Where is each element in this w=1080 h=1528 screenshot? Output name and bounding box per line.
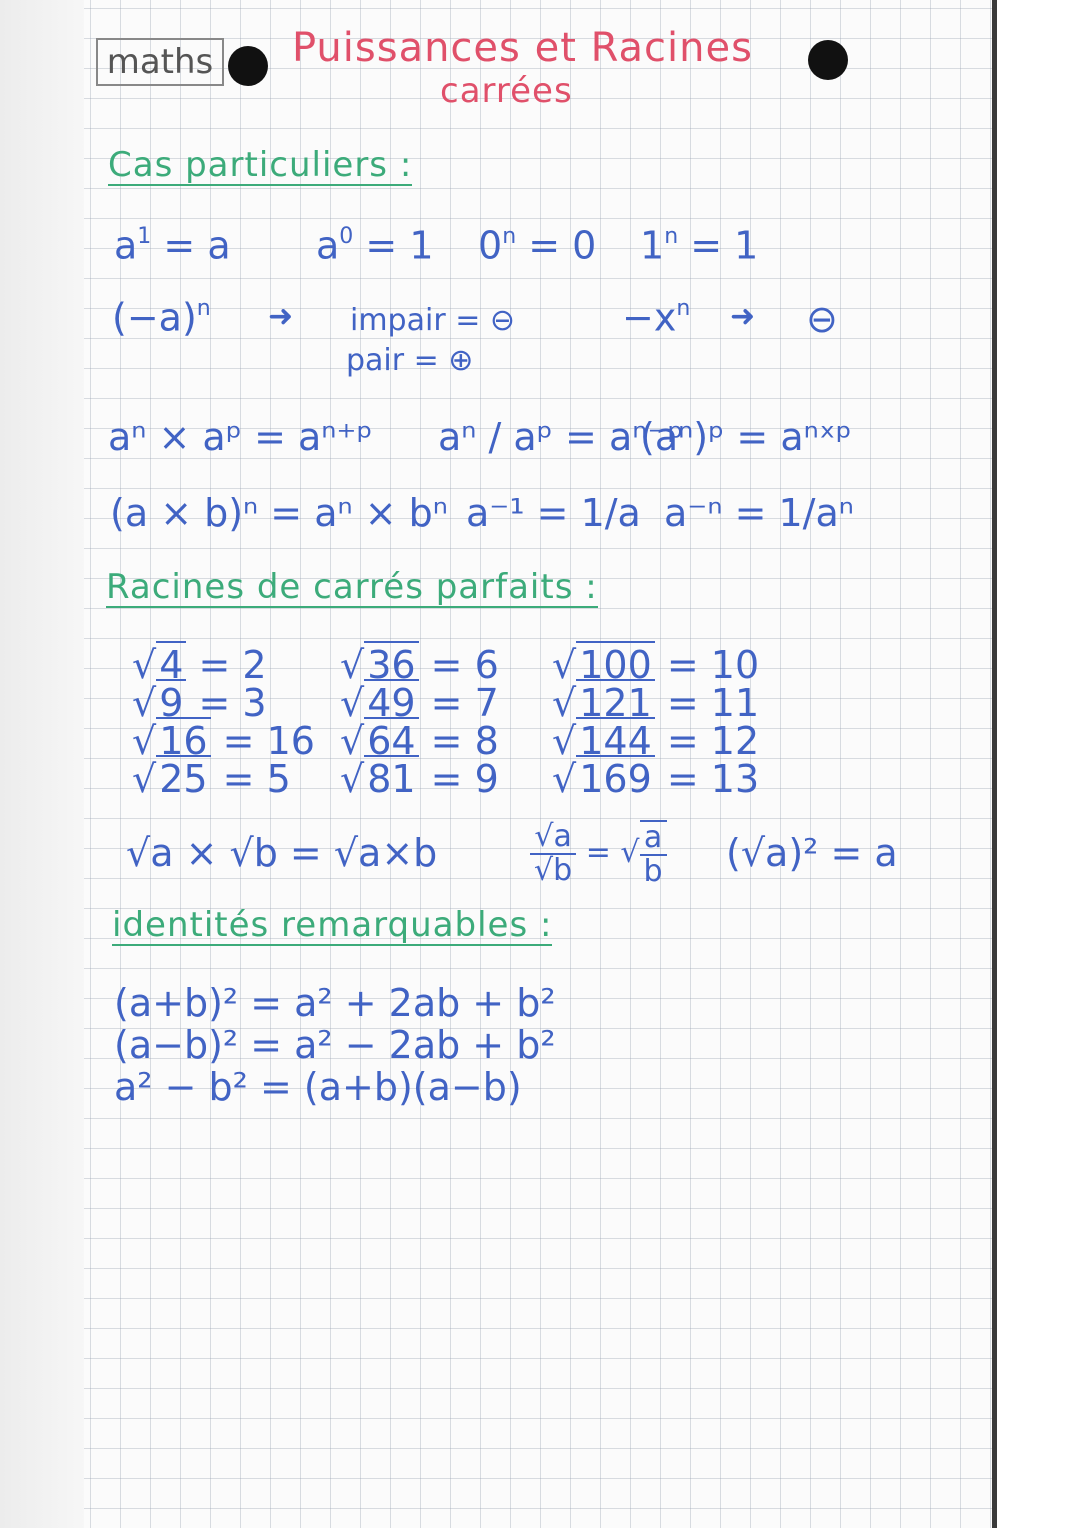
identity-line: (a+b)² = a² + 2ab + b² xyxy=(114,981,556,1025)
root-row: √4 = 2 xyxy=(132,643,267,687)
root-row: √121 = 11 xyxy=(552,681,760,725)
punch-hole-left xyxy=(228,46,268,86)
even-case: pair = ⊕ xyxy=(346,343,474,378)
rule-root-quotient: $\frac{√a}{√b}$ = √ $\frac{a}{b}$ xyxy=(530,820,667,887)
root-row: √9 = 3 xyxy=(132,681,267,725)
root-row: √16 = 16 xyxy=(132,719,315,763)
rule-quotient-powers: aⁿ / aᵖ = aⁿ⁻ᵖ xyxy=(438,415,684,459)
rule-inverse: a⁻¹ = 1/a xyxy=(466,491,641,535)
page-background xyxy=(997,0,1080,1528)
rule-power-of-power: (aⁿ)ᵖ = aⁿˣᵖ xyxy=(640,415,852,459)
section-heading-particular: Cas particuliers : xyxy=(108,145,413,185)
rule-root-product: √a × √b = √a×b xyxy=(126,831,438,875)
rule-negative-base: $(-a)^n$ xyxy=(112,295,211,340)
rule-zero-power-n: 0$^n$ = 0 xyxy=(478,223,597,268)
root-row: √25 = 5 xyxy=(132,757,291,801)
rule-negative-x: $-x^n$ xyxy=(622,295,691,340)
rule-negative-exponent: a⁻ⁿ = 1/aⁿ xyxy=(664,491,854,535)
root-row: √144 = 12 xyxy=(552,719,760,763)
rule-a-power-0: $a^0 = 1$ xyxy=(316,223,434,268)
root-row: √100 = 10 xyxy=(552,643,760,687)
identity-line: (a−b)² = a² − 2ab + b² xyxy=(114,1023,556,1067)
page-title-line2: carrées xyxy=(440,71,573,111)
negative-sign-icon: ⊖ xyxy=(806,297,838,341)
rule-one-power-n: 1$^n$ = 1 xyxy=(640,223,759,268)
odd-case: impair = ⊖ xyxy=(350,303,515,338)
root-row: √64 = 8 xyxy=(340,719,499,763)
root-row: √49 = 7 xyxy=(340,681,499,725)
page-title-line1: Puissances et Racines xyxy=(292,25,753,71)
rule-power-of-product: (a × b)ⁿ = aⁿ × bⁿ xyxy=(110,491,448,535)
rule-root-square: (√a)² = a xyxy=(726,831,898,875)
punch-hole-right xyxy=(808,40,848,80)
rule-a-power-1: $a^1 = a$ xyxy=(114,223,231,268)
arrow-icon: ➜ xyxy=(268,299,294,334)
arrow-icon: ➜ xyxy=(730,299,756,334)
section-heading-roots: Racines de carrés parfaits : xyxy=(106,567,598,607)
identity-line: a² − b² = (a+b)(a−b) xyxy=(114,1065,522,1109)
root-row: √169 = 13 xyxy=(552,757,760,801)
root-row: √81 = 9 xyxy=(340,757,499,801)
root-row: √36 = 6 xyxy=(340,643,499,687)
rule-product-powers: aⁿ × aᵖ = aⁿ⁺ᵖ xyxy=(108,415,373,459)
subject-label: maths xyxy=(96,38,224,86)
page-left-margin xyxy=(0,0,86,1528)
section-heading-identities: identités remarquables : xyxy=(112,905,553,945)
